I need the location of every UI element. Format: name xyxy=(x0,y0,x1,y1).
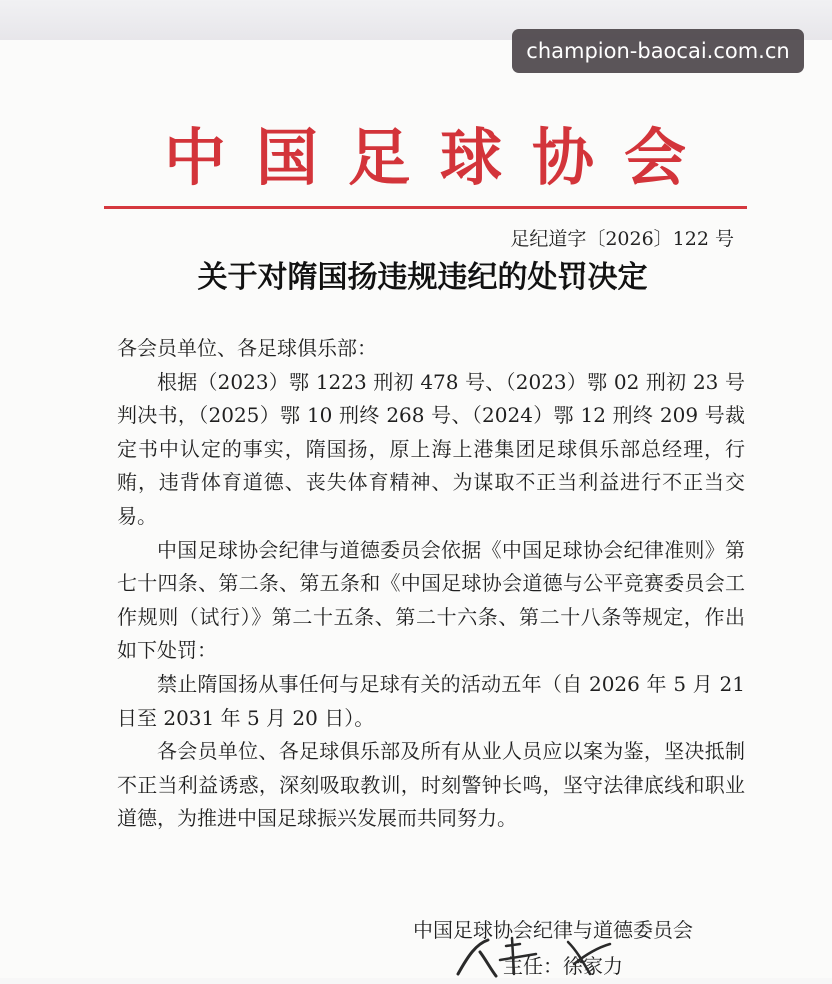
source-watermark: champion-baocai.com.cn xyxy=(512,29,804,73)
paragraph-warning: 各会员单位、各足球俱乐部及所有从业人员应以案为鉴，坚决抵制不正当利益诱惑，深刻吸取教训，时刻警钟长鸣，坚守法律底线和职业道德，为推进中国足球振兴发展而共同努力。 xyxy=(117,739,745,831)
issuer-name: 中国足球协会纪律与道德委员会 xyxy=(413,918,693,942)
paragraph-penalty: 禁止隋国扬从事任何与足球有关的活动五年（自 2026 年 5 月 21 日至 2031 年 5 月 20 日）。 xyxy=(117,671,745,730)
letterhead-title: 中国足球协会 xyxy=(163,121,716,194)
document-body xyxy=(117,332,745,836)
director-line: 主任：徐家力 xyxy=(503,954,623,978)
paragraph-basis: 中国足球协会纪律与道德委员会依据《中国足球协会纪律准则》第七十四条、第二条、第五条和《中国足球协会道德与公平竞赛委员会工作规则（试行）》第二十五条、第二十六条、第二十八条等规定，作出如下处罚： xyxy=(117,537,745,663)
letterhead-rule xyxy=(104,206,747,209)
handwritten-signature xyxy=(450,934,630,978)
paragraph-facts: 根据（2023）鄂 1223 刑初 478 号、（2023）鄂 02 刑初 23 号判决书，（2025）鄂 10 刑终 268 号、（2024）鄂 12 刑终 209 号裁定书中认定的事实，隋国扬，原上海上港集团足球俱乐部总经理，行贿，违背体育道德、丧失体育精神、为谋取不正当利益进行不正当交易。 xyxy=(117,369,745,528)
document-heading: 关于对隋国扬违规违纪的处罚决定 xyxy=(197,260,648,295)
document-number: 足纪道字〔2026〕122 号 xyxy=(510,228,734,250)
salutation: 各会员单位、各足球俱乐部： xyxy=(117,336,377,360)
